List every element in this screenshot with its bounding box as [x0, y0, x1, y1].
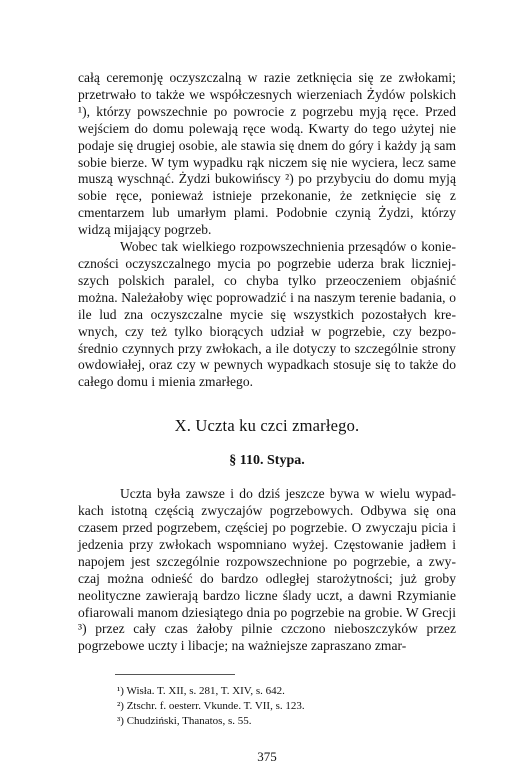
book-page	[78, 70, 456, 765]
paragraph-2-text	[78, 239, 456, 391]
text-line: przez pogrzebowe uczty i libacje; na ważniejsze zapraszano zmar-	[78, 621, 456, 654]
footnote-divider	[115, 674, 235, 675]
text-line: o ile lud zna oczyszczalne mycie się wszystkich pozostałych kre-	[78, 289, 456, 322]
text-line: kach istotną częścią zwyczajów pogrzebowych. Odbywa się ona	[78, 503, 456, 519]
text-line: i napojem jest szczególnie rozpowszechnione po pogrzebie, a zwy-	[78, 536, 456, 569]
text-line: którzy powszechnie po powrocie z pogrzebu myją ręce. Przed	[96, 103, 457, 119]
text-line: wejściem do domu polewają ręce wodą. Kwarty do tego użytej	[78, 120, 440, 136]
text-line: ją sam sobie bierze. W tym wypadku rąk niczem się nie wyciera,	[78, 137, 456, 170]
text-line: można. Należałoby więc poprowadzić i na naszym terenie badania,	[78, 289, 450, 305]
footnote-1: ¹) Wisła. T. XII, s. 281, T. XIV, s. 642.	[117, 685, 285, 698]
text-line: czaj można odnieść do bardzo odległej starożytności; już groby	[78, 570, 456, 586]
text-line: W Grecji ³) przez cały czas żałoby pilnie czczono nieboszczyków	[78, 604, 456, 637]
text-line: przetrwało to także we współczesnych wierzeniach Żydów polskich ¹),	[78, 86, 456, 119]
text-line: lecz same muszą wyschnąć. Żydzi bukowińscy ²) po przybyciu do	[78, 154, 456, 187]
text-line: Uczta była zawsze i do dziś jeszcze bywa w wielu wypad-	[120, 486, 456, 502]
text-line: Wobec tak wielkiego rozpowszechnienia przesądów o konie-	[120, 239, 456, 255]
text-line: także do całego domu i mienia zmarłego.	[78, 357, 456, 390]
paragraph-2	[78, 239, 456, 391]
text-line: całą ceremonję oczyszczalną w razie zetknięcia się ze zwłokami;	[78, 70, 456, 85]
text-line: i jedzenia przy zwłokach wspomniano wyżej. Częstowanie jadłem	[78, 520, 456, 552]
paragraph-3-text	[78, 486, 456, 655]
text-line: strony owdowiałej, oraz czy w pewnych wypadkach stosuje się to	[78, 340, 456, 373]
text-line: którzy widzą mijający pogrzeb.	[78, 205, 456, 238]
paragraph-1-text	[78, 70, 456, 239]
text-line: się z cmentarzem lub umarłym plami. Podobnie czynią Żydzi,	[78, 188, 456, 221]
paragraph-3	[78, 486, 456, 655]
chapter-title: X. Uczta ku czci zmarłego.	[174, 416, 360, 436]
section-title: § 110. Stypa.	[229, 453, 305, 469]
text-line: czasem przed pogrzebem, częściej po pogrzebie. O zwyczaju picia	[78, 520, 453, 536]
paragraph-1	[78, 70, 456, 239]
text-line: ofiarowali manom dziesiątego dnia po pogrzebie na grobie.	[78, 604, 406, 620]
footnote-2: ²) Ztschr. f. oesterr. Vkunde. T. VII, s. 123.	[117, 700, 305, 713]
footnote-3: ³) Chudziński, Thanatos, s. 55.	[117, 715, 252, 728]
text-line: nie podaje się drugiej osobie, ale stawia się dnem do góry i każdy	[78, 120, 456, 153]
text-line: wnych, czy też tylko biorących udział w pogrzebie, czy bezpo-	[78, 323, 456, 339]
text-line: neolityczne zawierają bardzo liczne ślady uczt, a dawni Rzymianie	[78, 587, 456, 603]
text-line: szych polskich paralel, co chyba tylko przeoczeniem objaśnić	[78, 272, 456, 288]
text-line: domu myją sobie ręce, ponieważ istnieje przekonanie, że zetknięcie	[78, 171, 456, 204]
text-line: średnio czynnych przy zwłokach, a ile dotyczy to szczególnie	[78, 340, 422, 356]
page-number: 375	[257, 749, 277, 765]
text-line: czności oczyszczalnego mycia po pogrzebie uderza brak liczniej-	[78, 255, 456, 271]
